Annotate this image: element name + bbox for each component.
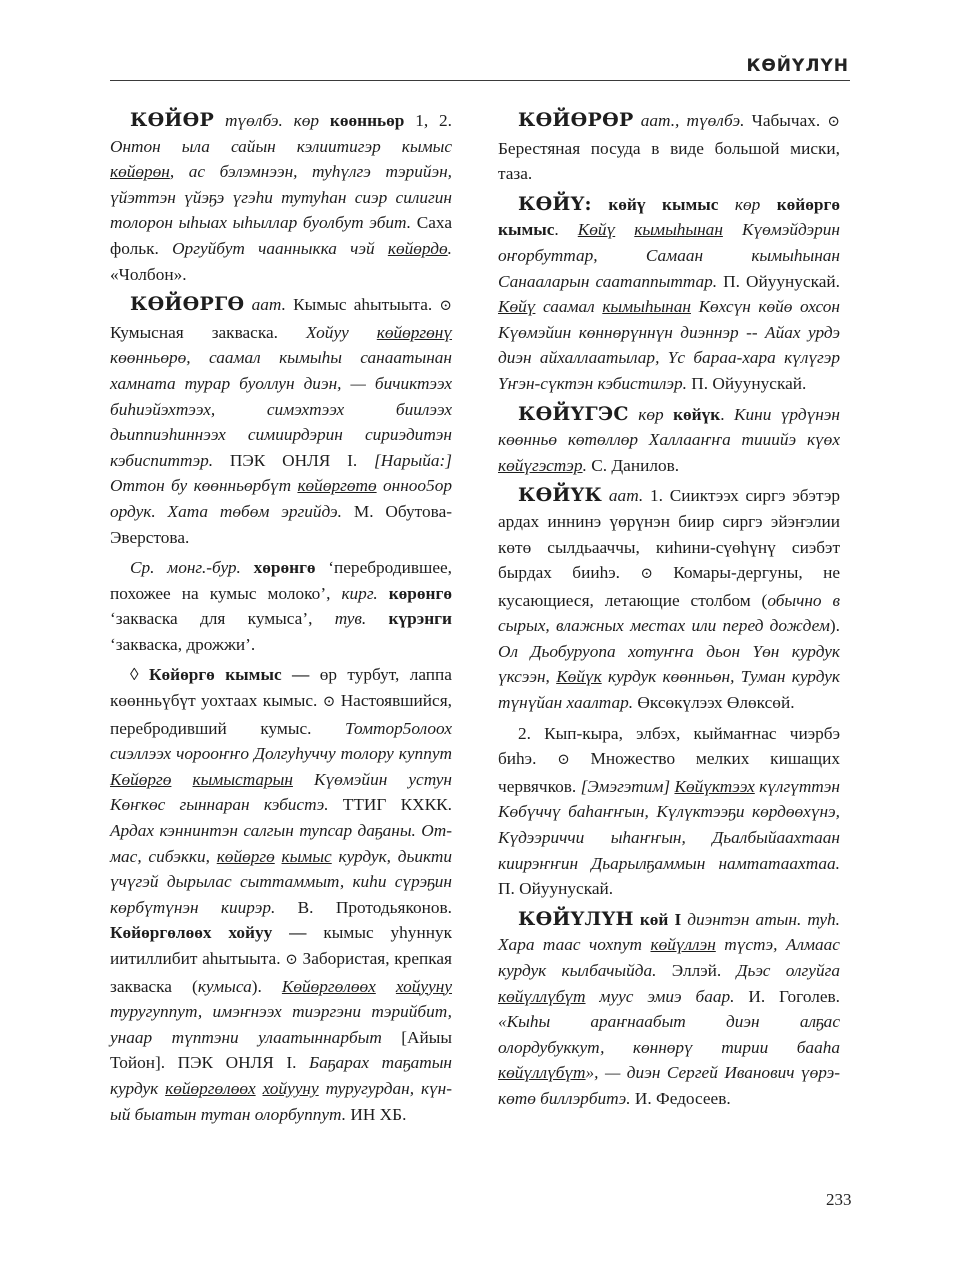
example-text: Оргуйбут чаанныкка чэй [172, 238, 388, 258]
russian-translation: Настоявшийся, перебродивший кумыс. [110, 691, 452, 738]
entry-koyugas [498, 402, 840, 479]
example-keyword: Көйөргө [110, 769, 172, 789]
example-text: муус эмиэ баар. [585, 986, 735, 1006]
etym-word: көрөнгө [388, 583, 452, 603]
russian-translation: Комары-дергуны, не кусающиеся, летающие столбом ( [498, 563, 841, 610]
entry-koyulun [498, 907, 840, 1112]
headword: КӨЙҮ: [518, 192, 592, 215]
example-keyword: көйөрдө [387, 238, 448, 258]
entry-koyuu [498, 192, 840, 397]
example-text: . [447, 238, 452, 258]
definition: кымыс уһуннук иитиллибит аһытыыта. [110, 923, 452, 968]
headword: КӨЙӨРӨР [518, 109, 634, 131]
headword: КӨЙҮК [518, 484, 603, 507]
headword: КӨЙҮГЭС [518, 402, 629, 425]
example-text: Томтор5олоох сиэллээх чорооҥҥо Долгуһуччу толору куппут [110, 718, 452, 764]
punctuation: . [720, 404, 735, 424]
example-keyword: Көйү [577, 220, 616, 240]
example-text: », — диэн Сергей Иванович үөрэ-көтө биллэрбитэ. [498, 1063, 840, 1108]
phrase-headword: Көйөргө кымыс — [148, 665, 310, 685]
entry-koyoror [498, 108, 840, 187]
headword: КӨЙӨР [130, 109, 215, 131]
etym-gloss: ‘закваска для кумыса’, [110, 609, 335, 629]
russian-translation: ). [251, 976, 282, 996]
definition: Сииктээх сиргэ эбэтэр ардах иннинэ үөрүнэн биир сиргэ эйэҥэлии көтө сылдьааччы, киһини-сүөһүнү сиэбэт бырдах бииһэ. [498, 486, 841, 583]
headword: КӨЙӨРГӨ [130, 293, 245, 316]
example-space [256, 1079, 263, 1098]
example-space [615, 220, 634, 239]
russian-marker-icon: ⊙ [322, 694, 336, 711]
right-column [498, 108, 840, 1117]
source: И. Гоголев. [734, 986, 840, 1006]
source: П. Ойуунускай. [686, 373, 807, 393]
source: П. Ойуунускай. [498, 879, 614, 899]
russian-marker-icon: ⊙ [557, 752, 570, 769]
cross-reference: көйүк [673, 404, 721, 424]
example-keyword: көйүллүбүт [498, 1063, 586, 1083]
source: «Чолбон». [110, 264, 187, 284]
page-number: 233 [826, 1190, 852, 1209]
example-text: Онтон ыла сайын кэлиитигэр кымыс [110, 136, 452, 156]
example-text: . [582, 455, 587, 475]
source: И. Федосеев. [630, 1088, 731, 1108]
speaker-label: [Нарыйа:] [374, 450, 452, 470]
etym-gloss: ‘перебродившее, похожее на кумыс молоко’, [110, 558, 452, 603]
example-text: түстэ, Алмаас курдук кылбачыйда. [498, 935, 840, 980]
source: ТТИГ КХКК. [328, 795, 452, 815]
example-keyword: кымыс [281, 846, 332, 866]
grammar-label: диэнтэн атын. туһ. [681, 909, 841, 929]
example-keyword: Көйүк [556, 667, 602, 687]
etymology [110, 555, 452, 657]
example-text: Күөмэйдэрин оҥорбуттар, Самаан кымыһынан Санааларын саатаппыттар. [498, 220, 840, 291]
example-keyword: кымыһынан [602, 297, 691, 317]
example-text: Оттон бу көөнньөрбүт [110, 476, 298, 496]
example-keyword: Көйүктээх [674, 776, 755, 796]
grammar-label: аат. [602, 486, 650, 506]
example-text: «Кыһы араҥнаабыт диэн алҕас олордубуккут, көннөрү тирии бааһа [498, 1012, 840, 1057]
source: Саха фольк. [110, 213, 452, 258]
entry-koyorgo [110, 292, 452, 550]
russian-marker-icon: ⊙ [640, 566, 653, 583]
russian-note: кумыса [197, 976, 252, 996]
russian-translation: Кумысная закваска. [110, 322, 306, 342]
grammar-label: көр [628, 404, 674, 424]
example-text: саамал [535, 297, 603, 317]
headword: КӨЙҮЛҮН [518, 907, 634, 930]
example-keyword: хойууну [262, 1078, 319, 1098]
example-keyword: көйөргө [216, 846, 275, 866]
definition: өр турбут, лаппа көөнньүбүт уохтаах кымыс. [110, 665, 452, 711]
etym-word: күрэнги [388, 609, 452, 629]
russian-translation: Забористая, крепкая закваска ( [110, 949, 452, 996]
grammar-label: түөлбэ. көр [214, 111, 330, 130]
example-text: курдук, дьикти үчүгэй дырылас сыттаммыт, киһи сүрэҕин көрбүтүнэн киирэр. [110, 846, 452, 917]
left-column [110, 108, 452, 1132]
example-text: курдук көөнньөн, Туман курдук түнүйан хаалтар. [498, 667, 840, 713]
sense-numbers: 1, 2. [404, 111, 452, 130]
example-keyword: көйүгэстэр [498, 455, 583, 475]
source: ИН ХБ. [346, 1104, 407, 1124]
definition: Кымыс аһытыыта. [293, 295, 440, 315]
speaker-label: [Эмэгэтим] [580, 776, 671, 796]
example-keyword: көйөргөтө [297, 476, 377, 496]
sense-number: 1. [650, 486, 670, 506]
example-keyword: Көйөргөлөөх [281, 976, 376, 996]
cross-reference: көйөргө кымыс [498, 194, 840, 240]
source: Өксөкүлээх Өлөксөй. [633, 693, 795, 713]
running-head: КӨЙҮЛҮН [746, 56, 849, 76]
source: М. Обутова-Эверстова. [110, 501, 452, 547]
example-text: күлгүттэн Көбүччү баһаҥҥын, Күлүктээҕи көрдөөхүнэ, Күдээриччи ыһаҥҥын, Дьалбыйаахтаан киирэҥҥин Дьарылҕаммын намтатаахтаа. [498, 776, 840, 873]
example-keyword: көйөрөн [110, 162, 170, 182]
russian-note: обычно в сырых, влажных местах или перед дождем [498, 590, 841, 636]
source: П. Ойуунускай. [717, 271, 840, 291]
russian-marker-icon: ⊙ [827, 114, 840, 130]
cross-reference: көөнньөр [329, 111, 405, 130]
example-keyword: көйүллэн [650, 935, 716, 955]
phraseology [110, 662, 452, 1127]
example-text: туругуппут, имэҥнээх тиэргэни тэрийбит, унаар түптэни улаатыннарбыт [110, 1002, 452, 1047]
example-keyword: кымыһынан [634, 220, 723, 240]
definition: Чабычах. [751, 111, 828, 130]
example-keyword: кымыстарын [192, 769, 293, 789]
example-text: Хойуу [305, 322, 377, 342]
example-keyword: көйүллүбүт [498, 986, 586, 1006]
grammar-label: аат., түөлбэ. [633, 111, 752, 130]
source: [Айыы Тойон]. ПЭК ОНЛЯ I. [110, 1027, 452, 1073]
punctuation: . [554, 220, 578, 240]
definition: Кып-кыра, элбэх, кыймаҥнас чиэрбэ биһэ. [498, 723, 840, 769]
example-keyword: көйөргөнү [376, 322, 453, 342]
example-keyword: хойууну [395, 976, 452, 996]
russian-marker-icon: ⊙ [439, 298, 452, 315]
example-space [376, 977, 396, 996]
example-space [275, 847, 282, 866]
grammar-label: көр [718, 194, 777, 214]
sense-number: 2. [518, 723, 545, 743]
russian-translation: ). [829, 616, 840, 636]
sub-headword: көйү кымыс [591, 194, 719, 214]
source: Эллэй. [656, 961, 737, 980]
grammar-label: аат. [244, 295, 294, 315]
source: В. Протодьяконов. [275, 897, 452, 917]
example-space [171, 770, 192, 789]
entry-koyuk [498, 483, 840, 715]
etym-language: Ср. монг.-бур. [130, 558, 254, 578]
example-text: Кини үрдүнэн көөнньө көтөллөр Халлааҥҥа тииийэ күөх [498, 404, 840, 450]
example-text: онноо5ор ордук. Хата төбөм эргийдэ. [110, 476, 452, 521]
russian-translation: Берестяная посуда в виде большой миски, таза. [498, 138, 840, 184]
example-text: туругурдан, күн-ый быатын тутан олорбуппут. [110, 1078, 452, 1124]
example-text: Ардах кэннинтэн салгын тупсар даҕаны. От-мас, сибэкки, [110, 821, 452, 866]
example-text: , ас бэлэмнээн, туһүлгэ тэрийэн, үйэттэн үйэҕэ үгэһи тутуһан сиэр силигин толорон ыһыах ыһыллар буолбут эбит. [110, 162, 452, 233]
example-text: Хара таас чохпут [498, 935, 651, 955]
sub-headword: көй I [633, 909, 682, 929]
russian-marker-icon: ⊙ [285, 952, 298, 968]
example-text: Дьэс олгуйга [736, 961, 840, 980]
etym-language: тув. [334, 609, 389, 629]
etym-language: кирг. [341, 583, 389, 603]
source: ПЭК ОНЛЯ I. [213, 450, 375, 470]
diamond-icon: ◊ [130, 665, 149, 685]
phrase-headword: Көйөргөлөөх хойуу — [110, 923, 307, 943]
entry-koyor [110, 108, 452, 287]
entry-koyuk-sense-2 [498, 721, 840, 902]
example-keyword: көйөргөлөөх [165, 1078, 256, 1098]
example-text: Ол Дьобуруопа хотуҥҥа дьон Үөн курдук үксээн, [498, 641, 840, 687]
example-text: Күөмэйин устун Көҥкөс гыннаран кэбистэ. [110, 769, 452, 815]
example-text: көөнньөрө, саамал кымыһы санаатынан хамната турар буоллун диэн, — бичиктээх биһиэйэхтээх, симэхтээх биилээх дьиппиэһиннээх симиирдэрин сириэдитэн кэбиспиттэр. [110, 348, 452, 470]
header-rule [110, 80, 850, 81]
source: С. Данилов. [586, 455, 680, 475]
etym-word: хөрөнгө [253, 558, 316, 578]
etym-gloss: ‘закваска, дрожжи’. [110, 634, 256, 654]
example-text: Көхсүн көйө охсон Күөмэйин көннөрүннүн диэннэр -- Айах урдэ диэн айхаллаатылар, Үс бараа-хара күлүгэр Үҥэн-сүктэн кэбистилэр. [498, 297, 840, 393]
russian-translation: Множество мелких кишащих червячков. [498, 749, 840, 796]
example-keyword: Көйү [498, 297, 536, 317]
example-text: Баҕарах таҕатын курдук [110, 1053, 452, 1098]
